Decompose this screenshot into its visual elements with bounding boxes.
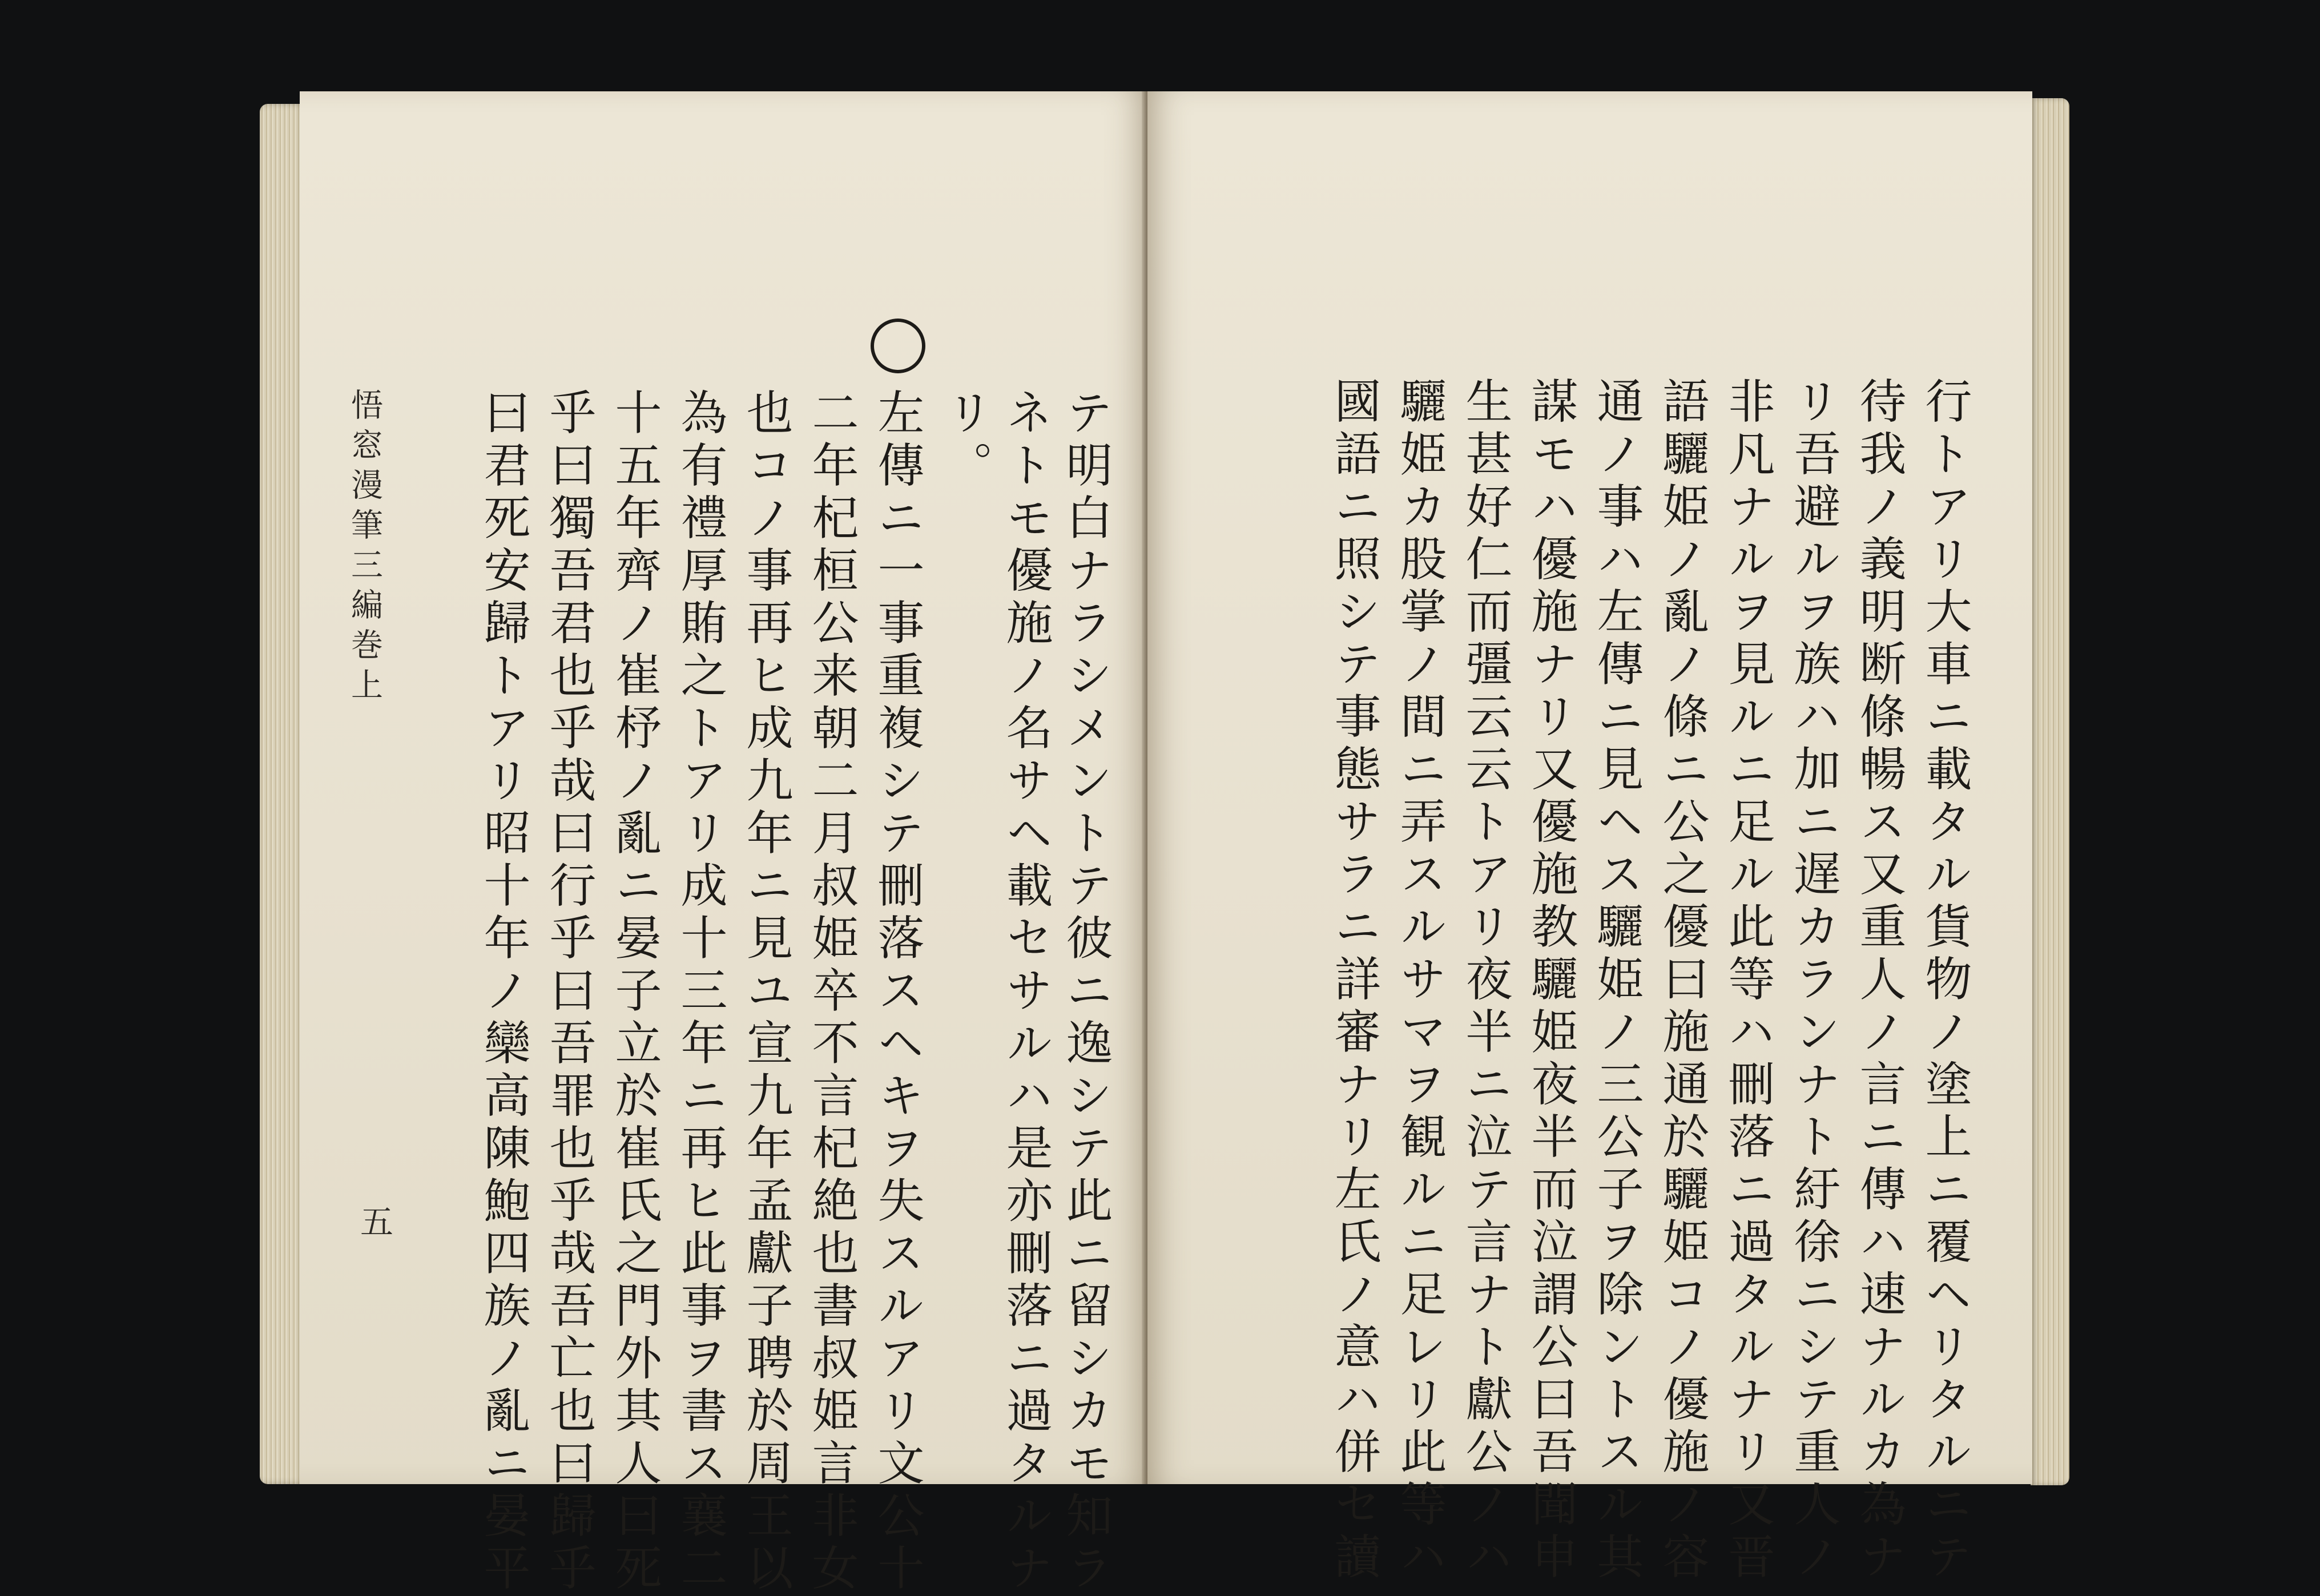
left-text-column: 左傳ニ一事重複シテ刪落スヘキヲ失スルアリ文公十	[870, 388, 924, 1596]
right-text-column: 通ノ事ハ左傳ニ見ヘス驪姫ノ三公子ヲ除ントスル其	[1589, 377, 1644, 1585]
right-text-column: 待我ノ義明断條暢ス又重人ノ言ニ傳ハ速ナルカ為ナ	[1852, 377, 1906, 1585]
right-text-column: 國語ニ照シテ事態サラニ詳審ナリ左氏ノ意ハ併セ讀	[1327, 377, 1381, 1585]
right-text-column: 語驪姫ノ亂ノ條ニ公之優曰施通於驪姫コノ優施ノ容	[1655, 377, 1709, 1585]
margin-title: 悟窓漫筆三編巻上	[346, 388, 383, 708]
right-text-column: 生甚好仁而彊云云トアリ夜半ニ泣テ言ナト獻公ノハ	[1458, 377, 1512, 1585]
book-fore-edge-right	[2031, 98, 2069, 1485]
left-text-column: 也コノ事再ヒ成九年ニ見ユ宣九年孟獻子聘於周王以	[739, 388, 793, 1596]
book-fore-edge-left	[260, 104, 305, 1484]
left-text-column: 二年杞桓公来朝二月叔姫卒不言杞絶也書叔姫言非女	[804, 388, 859, 1596]
left-text-column: 曰君死安歸トアリ昭十年ノ欒高陳鮑四族ノ亂ニ晏平	[476, 388, 530, 1596]
right-text-column: 行トアリ大車ニ載タル貨物ノ塗上ニ覆ヘリタルニテ	[1918, 377, 1972, 1585]
right-text-column: リ吾避ルヲ族ハ加ニ遅カランナト紆徐ニシテ重人ノ	[1786, 377, 1840, 1585]
folio-number: 五	[355, 1204, 393, 1238]
left-text-column: 乎曰獨吾君也乎哉曰行乎曰吾罪也乎哉吾亡也曰歸乎	[542, 388, 596, 1596]
right-text-column: 非凡ナルヲ見ルニ足ル此等ハ刪落ニ過タルナリ又晋	[1721, 377, 1775, 1585]
section-circle-mark	[871, 319, 925, 373]
right-page	[1147, 91, 2032, 1585]
right-text-column: 謀モハ優施ナリ又優施教驪姫夜半而泣謂公曰吾聞申	[1524, 377, 1578, 1585]
left-text-column: リ。	[939, 388, 993, 493]
open-book	[260, 91, 2069, 1596]
left-text-column: テ明白ナラシメントテ彼ニ逸シテ此ニ留シカモ知ラ	[1058, 388, 1113, 1596]
left-text-column: 為有禮厚賄之トアリ成十三年ニ再ヒ此事ヲ書ス襄二	[673, 388, 727, 1596]
left-page	[300, 91, 1147, 1596]
left-text-column: 十五年齊ノ崔杼ノ亂ニ晏子立於崔氏之門外其人曰死	[607, 388, 662, 1596]
right-text-column: 驪姫カ股掌ノ間ニ弄スルサマヲ観ルニ足レリ此等ハ	[1392, 377, 1447, 1585]
left-text-column: ネトモ優施ノ名サヘ載セサルハ是亦刪落ニ過タルナ	[998, 388, 1053, 1596]
